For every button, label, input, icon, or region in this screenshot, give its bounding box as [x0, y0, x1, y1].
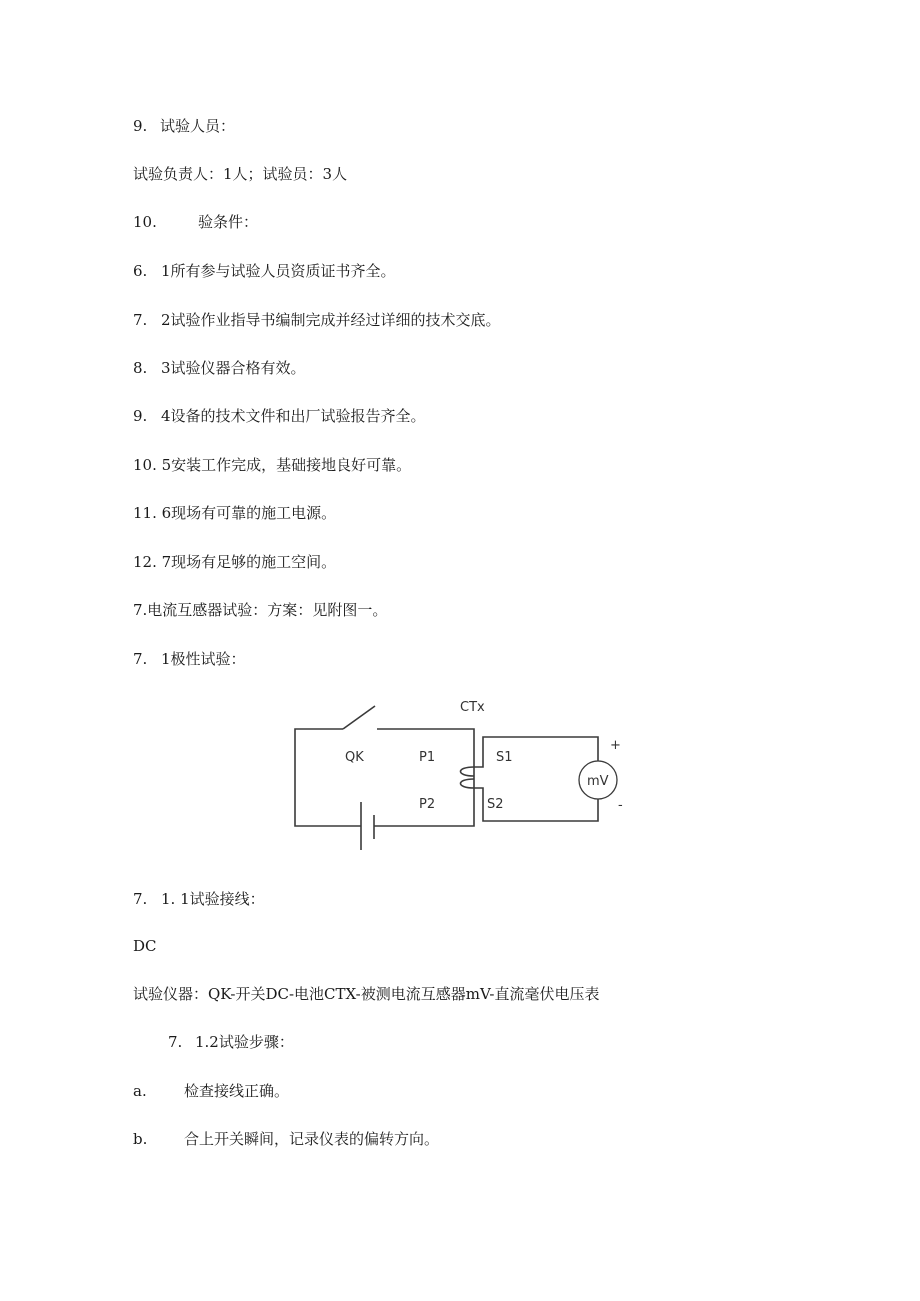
item-text: 12. 7现场有足够的施工空间。	[133, 553, 337, 571]
coil-loop-icon	[461, 779, 475, 788]
secondary-terminal-s1-label: S1	[496, 750, 513, 765]
heading-text: 1. 1试验接线：	[161, 890, 265, 908]
item-text: 2试验作业指导书编制完成并经过详细的技术交底。	[161, 311, 501, 329]
list-number: 7.	[133, 311, 148, 329]
coil-loop-icon	[461, 767, 475, 776]
paragraph-text: DC	[133, 937, 157, 955]
heading-text: 7.电流互感器试验：方案：见附图一。	[133, 601, 388, 619]
paragraph-text: 试验负责人：1人；试验员：3人	[133, 165, 348, 183]
primary-wire-left	[295, 729, 361, 826]
step-text: 合上开关瞬间，记录仪表的偏转方向。	[184, 1130, 440, 1148]
list-number: 9.	[133, 407, 148, 425]
secondary-wire-top	[474, 737, 598, 767]
primary-terminal-p2-label: P2	[419, 797, 436, 812]
list-number: 8.	[133, 359, 148, 377]
item-text: 4设备的技术文件和出厂试验报告齐全。	[161, 407, 426, 425]
list-number: 9.	[133, 117, 148, 135]
list-number: 6.	[133, 262, 148, 280]
ct-label: CTx	[460, 700, 485, 715]
plus-sign-label: +	[610, 738, 621, 753]
heading-text: 验条件：	[198, 213, 259, 231]
meter-label: mV	[587, 774, 609, 789]
item-text: 11. 6现场有可靠的施工电源。	[133, 504, 337, 522]
heading-text: 试验人员：	[160, 117, 236, 135]
secondary-terminal-s2-label: S2	[487, 797, 504, 812]
item-text: 3试验仪器合格有效。	[161, 359, 306, 377]
item-text: 10. 5安装工作完成，基础接地良好可靠。	[133, 456, 412, 474]
minus-sign-label: -	[618, 798, 623, 813]
list-letter: a.	[133, 1082, 147, 1100]
list-letter: b.	[133, 1130, 148, 1148]
heading-text: 1极性试验：	[161, 650, 246, 668]
switch-blade-icon	[343, 706, 375, 729]
list-number: 7.	[133, 890, 148, 908]
item-text: 1所有参与试验人员资质证书齐全。	[161, 262, 396, 280]
list-number: 7.	[168, 1033, 183, 1051]
list-number: 10.	[133, 213, 157, 231]
primary-terminal-p1-label: P1	[419, 750, 436, 765]
paragraph-text: 试验仪器：QK-开关DC-电池CTX-被测电流互感器mV-直流毫伏电压表	[133, 985, 600, 1003]
heading-text: 1.2试验步骤：	[195, 1033, 294, 1051]
list-number: 7.	[133, 650, 148, 668]
switch-label: QK	[345, 750, 364, 765]
step-text: 检查接线正确。	[184, 1082, 290, 1100]
